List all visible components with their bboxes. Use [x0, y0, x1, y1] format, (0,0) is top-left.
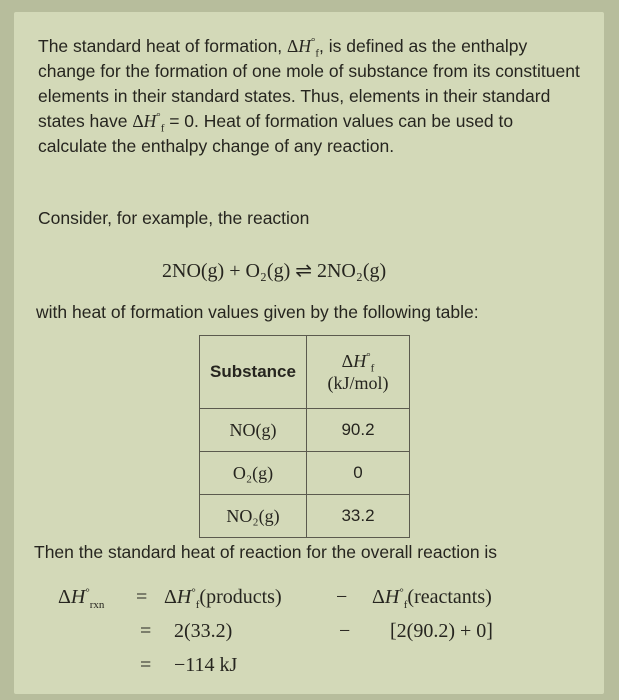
- dh-rxn-symbol: $\Delta H^\circ_{rxn}$: [58, 586, 105, 611]
- reaction-equation: 2NO(g) + O₂(g) ⇌ 2NO₂(g): [162, 260, 387, 282]
- cell-value: 90.2: [307, 409, 410, 452]
- intro-paragraph: [38, 34, 583, 159]
- table-header-row: [200, 336, 410, 409]
- table-row: [200, 452, 410, 495]
- cell-value: 0: [307, 452, 410, 495]
- products-value: 2(33.2): [174, 620, 233, 642]
- heat-of-formation-table: [199, 335, 410, 538]
- dhf-symbol-1: $\Delta H^\circ_f$: [287, 36, 320, 60]
- reactants-value: [2(90.2) + 0]: [390, 620, 493, 642]
- products-term: $\Delta H^\circ_f(products)$: [164, 586, 282, 611]
- equals-sign-1: =: [136, 586, 148, 608]
- reactants-term: $\Delta H^\circ_f(reactants)$: [372, 586, 492, 611]
- result-value: −114 kJ: [174, 654, 238, 676]
- consider-text: Consider, for example, the reaction: [38, 208, 310, 228]
- cell-substance: O₂(g): [200, 452, 307, 495]
- dhf-symbol-2: $\Delta H^\circ_f$: [132, 111, 165, 135]
- equals-sign-3: =: [140, 654, 152, 676]
- header-dhf: $\Delta H^\circ_f$ (kJ/mol): [307, 336, 410, 409]
- cell-substance: NO(g): [200, 409, 307, 452]
- minus-sign-2: −: [339, 620, 351, 642]
- intro-text-2: , is defined as the enthalpy change for the formation of one mole of substance from its constituent elements in their standard states. Thus, elements in their standard states have: [38, 36, 580, 131]
- intro-text-3: = 0. Heat of formation values can be used to calculate the enthalpy change of any reaction.: [38, 111, 514, 156]
- cell-substance: NO₂(g): [200, 495, 307, 538]
- cell-value: 33.2: [307, 495, 410, 538]
- intro-text-1: The standard heat of formation,: [38, 36, 288, 56]
- then-text: Then the standard heat of reaction for the overall reaction is: [34, 542, 498, 562]
- table-intro-text: with heat of formation values given by the following table:: [36, 302, 479, 322]
- content-panel: [14, 12, 604, 694]
- equals-sign-2: =: [140, 620, 152, 642]
- minus-sign-1: −: [336, 586, 348, 608]
- table-row: [200, 495, 410, 538]
- table-row: [200, 409, 410, 452]
- header-units: (kJ/mol): [327, 373, 389, 393]
- header-substance: Substance: [200, 336, 307, 409]
